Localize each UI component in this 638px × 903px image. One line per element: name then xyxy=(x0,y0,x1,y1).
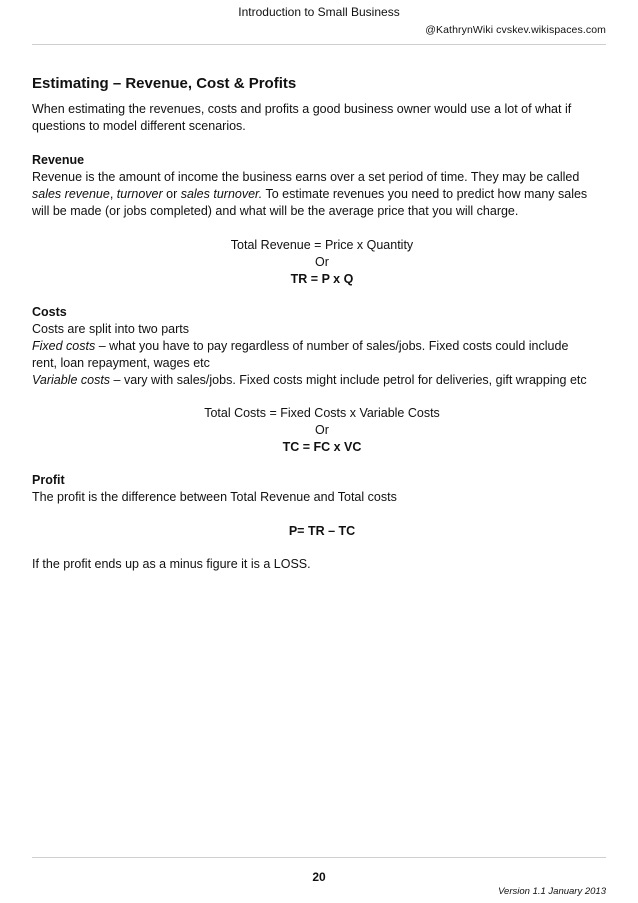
revenue-sep: , xyxy=(109,187,117,201)
intro-line: When estimating the revenues, costs and profits a good business owner would use a lot of what if xyxy=(32,102,572,116)
costs-fixed-line2: rent, loan repayment, wages etc xyxy=(32,356,210,370)
fixed-costs-desc: – what you have to pay regardless of number of sales/jobs. Fixed costs could include xyxy=(95,339,569,353)
version-label: Version 1.1 January 2013 xyxy=(498,886,606,897)
variable-costs-term: Variable costs xyxy=(32,373,111,387)
loss-line: If the profit ends up as a minus figure it is a LOSS. xyxy=(32,557,311,571)
costs-title: Costs xyxy=(32,305,67,319)
costs-variable-line xyxy=(32,372,612,389)
profit-formula: P= TR – TC xyxy=(288,524,356,538)
revenue-term: turnover xyxy=(116,187,163,201)
profit-title: Profit xyxy=(32,473,65,487)
revenue-formula-short: TR = P x Q xyxy=(290,272,354,286)
revenue-title: Revenue xyxy=(32,153,85,167)
profit-line: The profit is the difference between Total Revenue and Total costs xyxy=(32,490,397,504)
costs-fixed-line xyxy=(32,338,612,355)
header-divider xyxy=(32,44,606,45)
revenue-or-word: or xyxy=(162,187,181,201)
footer-divider xyxy=(32,857,606,858)
revenue-term: sales turnover. xyxy=(180,187,263,201)
section-heading: Estimating – Revenue, Cost & Profits xyxy=(32,75,297,92)
profit-formula-block xyxy=(32,523,612,540)
revenue-formula-long: Total Revenue = Price x Quantity xyxy=(230,238,414,252)
loss-note xyxy=(32,556,612,573)
revenue-line: Revenue is the amount of income the business earns over a set period of time. They may be called xyxy=(32,170,580,184)
costs-formula-long: Total Costs = Fixed Costs x Variable Costs xyxy=(204,406,440,420)
revenue-line-rest: To estimate revenues you need to predict how many sales xyxy=(262,187,588,201)
intro-paragraph xyxy=(32,101,612,135)
header-meta: @KathrynWiki cvskev.wikispaces.com xyxy=(425,24,606,36)
revenue-formula-or: Or xyxy=(315,255,329,269)
revenue-term: sales revenue xyxy=(32,187,110,201)
costs-formula-short: TC = FC x VC xyxy=(282,440,362,454)
revenue-section xyxy=(32,152,612,220)
revenue-formula xyxy=(32,237,612,288)
intro-line: questions to model different scenarios. xyxy=(32,119,246,133)
costs-formula-or: Or xyxy=(315,423,329,437)
revenue-line xyxy=(32,186,612,203)
costs-section xyxy=(32,304,612,389)
variable-costs-desc: – vary with sales/jobs. Fixed costs might include petrol for deliveries, gift wrapping etc xyxy=(110,373,587,387)
page-number: 20 xyxy=(312,870,326,884)
costs-formula xyxy=(32,405,612,456)
revenue-line: will be made (or jobs completed) and what will be the average price that you will charge. xyxy=(32,204,519,218)
header-title: Introduction to Small Business xyxy=(238,5,400,19)
profit-section xyxy=(32,472,612,506)
fixed-costs-term: Fixed costs xyxy=(32,339,96,353)
costs-line: Costs are split into two parts xyxy=(32,322,190,336)
